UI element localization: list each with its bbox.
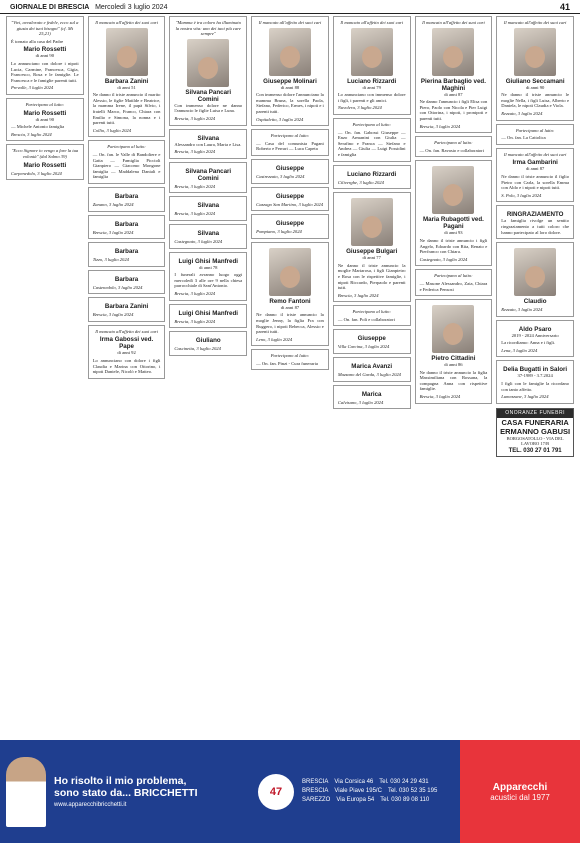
ad-street: Viale Piave 195/C [334, 788, 382, 794]
notice-intro: Partecipano al lutto: [434, 140, 473, 146]
deceased-photo [106, 28, 148, 76]
obituary-notice [88, 16, 166, 137]
obituary-notice [6, 16, 84, 95]
deceased-age: di anni 90 [35, 116, 55, 122]
notice-text: È tornato alla casa del Padre [11, 38, 64, 44]
obituary-notice [88, 297, 166, 322]
notice-body: Con immenso dolore ne danno l'annuncio le figlie Luisa e Luna. [174, 102, 243, 114]
deceased-name: Giuliano [195, 337, 221, 345]
deceased-name: Mario Rossetti [23, 161, 67, 169]
notice-place-date: Cascinetta, 3 luglio 2024 [174, 346, 221, 352]
notice-place-date: Ciliverghe, 3 luglio 2024 [337, 179, 384, 185]
notice-place-date: Brescia, 3 luglio 2024 [174, 149, 216, 155]
column-4 [251, 16, 329, 738]
deceased-name: Silvana [197, 229, 220, 237]
notice-body: Lo annunciano con dolore i figli Claudia e Marina con Ottorino, i nipoti Daniele, Nicolò e Matteo. [92, 358, 161, 375]
notice-intro: Il mancato all'affetto dei suoi cari [258, 20, 322, 25]
photo-portrait [280, 266, 300, 288]
column-1 [6, 16, 84, 738]
obituary-notice [415, 136, 493, 157]
notice-place-date: Rezzato, 3 luglio 2024 [501, 307, 543, 313]
notice-place-date: Castegnato, 3 luglio 2024 [174, 238, 223, 244]
deceased-name: Pietro Cittadini [431, 355, 476, 363]
ad-right-subtitle: acustici dal 1977 [490, 792, 550, 802]
deceased-photo [432, 28, 474, 76]
advertisement-banner[interactable] [0, 740, 580, 843]
obituary-notice [333, 305, 411, 326]
deceased-age: di anni 90 [525, 84, 545, 90]
deceased-age: di anni 88 [280, 84, 300, 90]
deceased-name: Silvana Pancari Comini [185, 167, 232, 182]
issue-date: Mercoledì 3 luglio 2024 [95, 3, 168, 11]
photo-portrait [525, 266, 545, 288]
ad-right-panel [460, 740, 580, 843]
notice-body: — On. fan. Gabossi Giuseppe — Enzo Armanini con Giulia — Serafino e Franca — Stefano e Andrea — Giulia — Luigi Possidini e famiglia [337, 129, 406, 157]
notice-place-date: Brescia, 3 luglio 2024 [92, 312, 134, 318]
obituary-notice [333, 16, 411, 115]
notice-body: Con immenso dolore l'annunciano la mamma Bruna, la sorella Paola, Stefano, Federico, Ermes, i nipoti e i parenti tutti. [256, 92, 324, 114]
notice-place-date: Collio, 3 luglio 2024 [92, 127, 131, 133]
notice-intro: Il mancato all'affetto dei suoi cari [422, 20, 485, 25]
column-5 [333, 16, 411, 738]
ad-city: BRESCIA [302, 788, 329, 794]
obituary-notice [251, 16, 329, 126]
notice-place-date: Brescia, 3 luglio 2024 [419, 123, 461, 129]
ad-headline-2: sono stato da... BRICCHETTI [54, 787, 198, 799]
page-header [0, 0, 580, 14]
notice-body: — On. fan. Pinzi - Cura funeraria [256, 360, 318, 366]
funeral-home-ad[interactable] [496, 408, 574, 458]
notice-intro: Il mancato all'affetto dei suoi cari [503, 20, 567, 25]
notice-intro: Il mancato all'affetto dei suoi cari [340, 20, 403, 25]
notice-body: — On. fan. Ravasio e collaboratori [419, 147, 484, 153]
deceased-photo [351, 28, 393, 76]
notice-body: I figli con le famiglie la ricordano con tanto affetto. [501, 381, 569, 392]
notice-place-date: Calvisano, 3 luglio 2024 [337, 399, 384, 405]
deceased-age: di anni 87 [444, 91, 463, 97]
deceased-name: Silvana [197, 202, 220, 210]
deceased-name: Barbara [114, 220, 139, 228]
deceased-photo [432, 305, 474, 353]
notice-place-date: Nuvolera, 3 luglio 2024 [337, 105, 382, 111]
obituary-notice [415, 160, 493, 266]
notice-place-date: Lumezzane, 3 luglio 2024 [501, 394, 549, 400]
deceased-name: Barbara Zanini [104, 77, 149, 85]
obituary-notice [333, 357, 411, 382]
funeral-home-phone: TEL. 030 27 01 791 [508, 447, 562, 454]
notice-place-date: Brescia, 3 luglio 2024 [419, 394, 461, 400]
deceased-photo [269, 28, 311, 76]
notice-body: — On. fan. le Valle di Bandoliere e Gatta — Famiglia Piccioli Gianpiero — Giacomo Mongone famiglia — Maddalena Daniali e famiglia [92, 151, 161, 180]
notice-place-date: Brescia, 3 luglio 2024 [174, 211, 216, 217]
deceased-name: Silvana [197, 134, 220, 142]
notice-place-date: Prevalle, 3 luglio 2024 [11, 85, 54, 91]
notice-place-date: Brescia, 3 luglio 2024 [11, 131, 52, 137]
notice-place-date: Brescia, 3 luglio 2024 [174, 183, 216, 189]
notice-intro: "Vivi, avvalorato e fedele, ecco sul a giusta dei tuoi bisogni" (cf. Mt 25,21) [11, 20, 79, 37]
obituary-notice [88, 187, 166, 212]
deceased-name: Silvana Pancari Comini [185, 88, 232, 103]
photo-portrait [117, 46, 137, 68]
notice-body: Ne danno il triste annuncio la moglie Jenny, la figlia Fra con Ruggero, i nipoti Rebecca, Alessio e parenti tutti. [256, 312, 324, 335]
deceased-name: Maria Rubagotti ved. Pagani [422, 216, 484, 231]
page-number: 41 [559, 1, 570, 12]
deceased-name: Giuseppe Molinari [263, 77, 317, 85]
deceased-name: Remo Fantoni [269, 297, 311, 305]
notice-intro: Partecipano al lutto: [352, 309, 391, 315]
funeral-home-address: BORGOSATOLLO - VIA DEL LAVORO 17/B [506, 435, 564, 447]
deceased-name: Irma Gabossi ved. Pape [99, 336, 154, 351]
notice-place-date: Brescia, 3 luglio 2024 [174, 115, 216, 121]
notice-intro: Partecipano al lutto: [270, 353, 310, 359]
notice-intro: "Mamma è tra coloro ha illuminato la nostra vita: uno dei tuoi più care sempre" [175, 20, 241, 37]
obituary-notice [169, 224, 247, 249]
obituary-notice [88, 140, 166, 184]
notice-intro: "Ecco Signore io vengo a fare la tua volontà" (dal Salmo 39) [11, 148, 79, 159]
obituary-notice [88, 215, 166, 240]
funeral-home-name: CASA FUNERARIA [501, 418, 569, 428]
deceased-age: 2019 - 2024 Anniversario [511, 332, 559, 338]
deceased-name: Marica [361, 390, 382, 398]
notice-place-date: Tizzo, 3 luglio 2024 [92, 257, 129, 263]
obituary-notice [333, 192, 411, 302]
ad-phone: Tel. 030 52 35 195 [387, 788, 438, 794]
ad-phone: Tel. 030 24 29 431 [379, 779, 429, 785]
deceased-age: di anni 87 [280, 304, 300, 310]
deceased-name: Barbara [114, 192, 139, 200]
column-3 [169, 16, 247, 738]
deceased-name: Giuseppe [275, 164, 305, 172]
obituary-notice [169, 196, 247, 221]
ad-address-row [302, 778, 437, 787]
deceased-age: 37-1989 - 3.7.2024 [517, 373, 553, 379]
deceased-name: Luigi Ghisi Manfredi [178, 257, 239, 265]
photo-portrait [362, 46, 382, 68]
notice-body: Ne danno il triste annuncio il marito Alessio, le figlie Matilde e Beatrice, la mamma Irene, il papà Silvio, i fratelli Marco, Franco, Chiara con Emilio e Simona, la nonna e i parenti tutti. [92, 92, 161, 126]
obituary-notice [496, 16, 574, 121]
photo-portrait [362, 216, 382, 238]
deceased-name: Delia Bugatti in Salori [503, 366, 568, 374]
notice-intro: Il mancato all'affetto dei suoi cari [95, 20, 158, 25]
notice-intro: Partecipano al lutto: [434, 273, 473, 279]
column-7 [496, 16, 574, 738]
obituary-notice [496, 205, 574, 239]
ad-address-row [302, 787, 437, 796]
deceased-photo [432, 166, 474, 214]
ad-addresses [302, 778, 437, 805]
ad-street: Via Europa 54 [336, 797, 375, 803]
notice-body: Ne danno il triste annuncio i figli Angelo, Edoardo con Rita, Renato e Pierfranco con Chiara. [419, 237, 488, 255]
notice-place-date: Pompiano, 3 luglio 2024 [256, 229, 302, 235]
notice-intro: Partecipano al lutto: [107, 144, 146, 150]
notice-body: La famiglia rivolge un sentito ringraziamento a tutti coloro che hanno partecipato al loro dolore. [501, 218, 569, 235]
obituary-notice [415, 16, 493, 133]
deceased-name: Barbara [114, 248, 139, 256]
obituary-notice [6, 98, 84, 141]
ad-city: BRESCIA [302, 779, 329, 785]
deceased-age: di anni 78 [199, 264, 218, 270]
notice-place-date: Leno, 3 luglio 2024 [256, 336, 293, 342]
deceased-photo [269, 248, 311, 296]
notice-place-date: Brescia, 3 luglio 2024 [92, 229, 134, 235]
obituary-notice [333, 165, 411, 190]
ad-right-title: Apparecchi [492, 781, 548, 793]
photo-portrait [443, 184, 463, 206]
obituary-notice [496, 360, 574, 403]
notice-place-date: Castegnato, 3 luglio 2024 [419, 256, 468, 262]
ad-website[interactable]: www.apparecchibricchetti.it [54, 802, 127, 808]
obituary-notice [333, 118, 411, 162]
obituary-notice [496, 242, 574, 317]
ad-street: Via Corsica 46 [334, 779, 374, 785]
notice-place-date: Lena, 3 luglio 2024 [501, 347, 538, 353]
deceased-name: Giuseppe [357, 335, 386, 343]
ad-slogan [54, 775, 254, 808]
funeral-home-brand: ERMANNO GABUSI [500, 427, 571, 437]
notice-place-date: Brescia, 3 luglio 2024 [174, 318, 216, 324]
obituary-notice [169, 331, 247, 356]
notice-body: Lo annunciano con immenso dolore i figli, i parenti e gli amici. [337, 92, 406, 103]
notice-place-date: Castrezzato, 3 luglio 2024 [256, 173, 305, 179]
masthead [10, 3, 167, 11]
notice-body: I funerali avranno luogo oggi mercoledì 3 alle ore 9 nella chiesa parrocchiale di Sant'Antonio. [174, 272, 243, 289]
deceased-age: di anni 51 [117, 84, 136, 90]
obituary-notice [88, 242, 166, 267]
obituary-notice [333, 385, 411, 410]
ad-logo: 47 [258, 774, 294, 810]
deceased-name: Pierina Barbaglio ved. Maghini [420, 77, 486, 92]
obituary-notice [333, 329, 411, 354]
notice-place-date: S. Polo, 3 luglio 2024 [501, 192, 542, 198]
deceased-photo [514, 28, 556, 76]
deceased-age: di anni 77 [362, 255, 381, 261]
obituary-notice [169, 16, 247, 126]
notice-body: Ne danno l'annuncio i figli Elisa con Piero, Paolo con Nicola e Pier Luigi con Ottorina, i nipoti, i pronipoti e parenti tutti. [419, 99, 488, 121]
obituary-notice [169, 129, 247, 159]
obituary-notice [251, 349, 329, 370]
notice-place-date: Cazzago San Martino, 3 luglio 2024 [256, 201, 324, 207]
obituary-notice [169, 162, 247, 194]
obituary-notice [496, 148, 574, 203]
photo-portrait [525, 46, 545, 68]
deceased-name: Irma Gambarini [512, 159, 558, 167]
obituary-notice [251, 214, 329, 239]
notice-place-date: Castenedolo, 3 luglio 2024 [92, 284, 143, 290]
notice-body: La ricordiamo: Anna e i figli. [501, 340, 556, 346]
deceased-name: Mario Rossetti [23, 109, 67, 117]
photo-portrait [443, 323, 463, 345]
notice-body: — Casa del comunista Pagani Roberto e Ferrari — Luca Capeta [256, 140, 324, 152]
notice-intro: Partecipano al lutto: [515, 127, 555, 133]
paper-name: GIORNALE DI BRESCIA [10, 3, 90, 11]
notice-intro: Il mancato all'affetto dei suoi cari [503, 151, 567, 157]
obituary-columns [6, 16, 574, 738]
notice-place-date: Zanano, 3 luglio 2024 [92, 201, 134, 207]
obituary-notice [415, 299, 493, 404]
column-6 [415, 16, 493, 738]
obituary-notice [6, 144, 84, 180]
notice-body: — On. fan. La Cattolica [501, 135, 546, 141]
notice-place-date: Mazzano del Garda, 3 luglio 2024 [337, 372, 401, 378]
notice-body: Ne danno il triste annuncio la moglie Mariarosa, i figli Gianpietro e Rosa con le rispettive famiglie, i nipoti Riccardo, Pierpaolo e parenti tutti. [337, 262, 406, 291]
notice-place-date: Ospitaletto, 3 luglio 2024 [256, 116, 304, 122]
notice-body: — Michele Antonio famiglia [11, 124, 65, 130]
obituary-notice [88, 325, 166, 379]
obituary-notice [251, 242, 329, 347]
ad-city: SAREZZO [302, 797, 331, 803]
obituary-notice [88, 270, 166, 295]
deceased-name: Barbara [114, 275, 139, 283]
notice-intro: Partecipano al lutto: [352, 121, 391, 127]
deceased-age: di anni 87 [525, 166, 545, 172]
obituary-notice [415, 269, 493, 296]
deceased-photo [187, 39, 229, 87]
deceased-name: Luciano Rizzardi [347, 77, 397, 85]
obituary-notice [251, 129, 329, 156]
notice-place-date: Carpenedolo, 3 luglio 2024 [11, 170, 62, 176]
notice-place-date: Rezzato, 3 luglio 2024 [501, 110, 543, 116]
obituary-notice [496, 124, 574, 145]
obituary-notice [251, 187, 329, 212]
notice-body: Ne danno il triste annuncio il figlio Pietro con Carla, la sorella Emma con Aldo e i nipoti e nipoti tutti. [501, 173, 569, 191]
obituary-notice [169, 252, 247, 301]
deceased-name: Luigi Ghisi Manfredi [178, 309, 239, 317]
obituary-notice [496, 320, 574, 358]
photo-portrait [198, 57, 218, 79]
column-2 [88, 16, 166, 738]
notice-intro: Partecipano al lutto: [270, 133, 310, 139]
obituary-notice [169, 304, 247, 329]
deceased-name: Marica Avanzi [351, 363, 393, 371]
deceased-name: Giuseppe Bulgari [346, 248, 398, 256]
ad-person-photo [6, 757, 46, 827]
ad-headline-1: Ho risolto il mio problema, [54, 775, 187, 787]
notice-intro: Il mancato all'affetto dei suoi cari [95, 328, 158, 334]
notice-place-date: Brescia, 3 luglio 2024 [337, 292, 379, 298]
notice-body: — Masone Alessandro, Zaia, Chiara e Federica Pensosi [419, 280, 488, 292]
notice-intro: Partecipano al lutto: [25, 101, 65, 107]
deceased-name: Luciano Rizzardi [347, 170, 397, 178]
notice-body: Ne danno il triste annuncio la figlia Massimiliana con Rossana, la compagna Anna con rispettive famiglie. [419, 369, 488, 392]
funeral-home-header: ONORANZE FUNEBRI [497, 409, 573, 419]
notice-place-date: Villa Carcina, 3 luglio 2024 [337, 344, 390, 350]
ad-address-row [302, 796, 437, 805]
deceased-age: di anni 93 [444, 230, 463, 236]
notice-body: Lo annunciano con dolore i nipoti Lucia, Carmine, Francesca, Gigia, Francesco, Rosa e le famiglie. Le Francesca e le famiglie parenti tutti. [11, 60, 79, 83]
deceased-name: Giuliano Seccamani [505, 77, 565, 85]
deceased-name: Giuseppe [275, 192, 305, 200]
obituary-notice [251, 159, 329, 184]
deceased-age: di anni 86 [444, 362, 463, 368]
deceased-name: Giuseppe [275, 220, 305, 228]
deceased-name: Barbara Zanini [104, 303, 149, 311]
deceased-name: Mario Rossetti [23, 46, 67, 54]
deceased-age: di anni 90 [35, 53, 55, 59]
deceased-name: Aldo Psaro [518, 325, 552, 333]
photo-portrait [443, 46, 463, 68]
deceased-name: RINGRAZIAMENTO [506, 211, 564, 219]
notice-body: — On. fan. Poli e collaboratori [337, 316, 395, 322]
notice-body: Ne danno il triste annuncio le moglie Nella, i figli Luisa, Alberto e Daniela, le nipoti Claudia e Viola. [501, 92, 569, 109]
notice-body: Alessandro con Laura, Marta e Lisa. [174, 141, 242, 147]
deceased-name: Claudio [523, 298, 547, 306]
ad-phone: Tel. 030 89 08 110 [380, 797, 430, 803]
photo-portrait [280, 46, 300, 68]
deceased-photo [351, 198, 393, 246]
deceased-age: di anni 79 [362, 84, 381, 90]
notice-place-date: Brescia, 3 luglio 2024 [174, 290, 216, 296]
deceased-age: di anni 92 [117, 350, 136, 356]
deceased-photo [514, 248, 556, 296]
